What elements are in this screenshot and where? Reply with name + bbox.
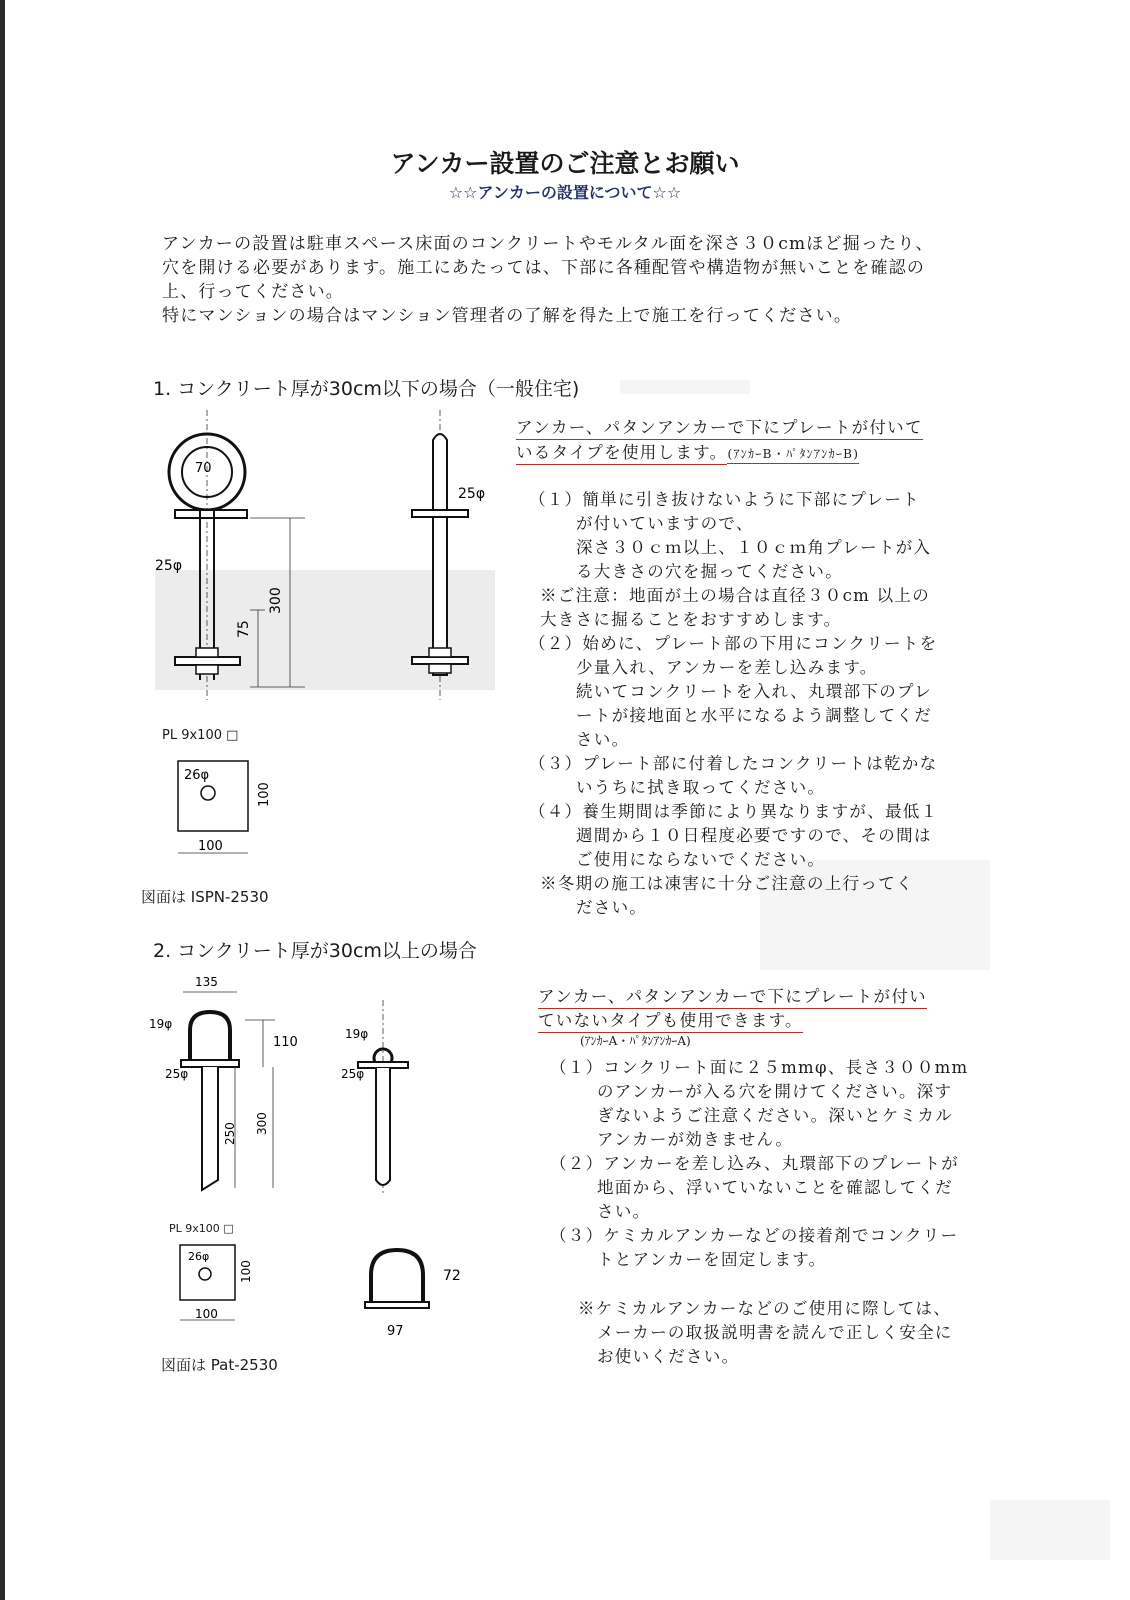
section2-plate-diagram <box>175 1240 461 1340</box>
plate <box>181 1060 239 1067</box>
body-line: 大きさに掘ることをおすすめします。 <box>540 610 842 629</box>
dim-total: 300 <box>255 1112 269 1135</box>
body-line: （２）始めに、プレート部の下用にコンクリートを <box>529 634 938 653</box>
rod <box>202 1067 218 1190</box>
body-line: ※ご注意：地面が土の場合は直径３０cm 以上の <box>540 586 931 605</box>
dim-rod-len: 250 <box>223 1122 237 1145</box>
body-line: （２）アンカーを差し込み、丸環部下のプレートが <box>550 1154 960 1173</box>
body-line: さい。 <box>576 730 630 749</box>
intro-line: アンカーの設置は駐車スペース床面のコンクリートやモルタル面を深さ３０cmほど掘ったり、 <box>162 234 934 254</box>
intro-line: 特にマンションの場合はマンション管理者の了解を得た上で施工を行ってください。 <box>162 306 853 326</box>
dim-hole: 26φ <box>188 1250 210 1263</box>
scan-smudge <box>620 380 750 394</box>
dim-side-rod: 25φ <box>341 1067 365 1081</box>
page-title: アンカー設置のご注意とお願い <box>390 149 740 178</box>
nut <box>196 665 218 674</box>
body-line: 少量入れ、アンカーを差し込みます。 <box>576 658 878 677</box>
dim-plate-w: 100 <box>198 839 223 854</box>
side-top-plate <box>412 510 468 517</box>
body-line: ※ケミカルアンカーなどのご使用に際しては、 <box>578 1299 952 1318</box>
nut <box>429 664 451 673</box>
body-line: いうちに拭き取ってください。 <box>576 778 826 797</box>
body-line: アンカーが効きません。 <box>597 1130 794 1149</box>
dim-side-ring: 19φ <box>345 1027 369 1041</box>
side-rod <box>376 1068 390 1185</box>
body-line: 深さ３０ｃｍ以上、１０ｃｍ角プレートが入 <box>576 538 932 557</box>
dim-side-rod: 25φ <box>458 486 486 502</box>
lead-note: (ｱﾝｶｰA・ﾊﾟﾀﾝｱﾝｶｰA) <box>580 1034 691 1048</box>
dim-plate-h: 100 <box>239 1260 253 1283</box>
dim-ring: 70 <box>195 461 212 476</box>
section2-anchor-diagram <box>145 970 435 1210</box>
lead-line: ていないタイプも使用できます。 <box>538 1007 803 1031</box>
u-ring <box>371 1250 423 1305</box>
ring <box>190 1012 230 1060</box>
drawing-label: 図面は ISPN-2530 <box>141 888 269 906</box>
body-line: 地面から、浮いていないことを確認してくだ <box>597 1178 953 1197</box>
body-line: さい。 <box>597 1202 651 1221</box>
dim-plate-w: 100 <box>195 1307 218 1321</box>
dim-rod: 25φ <box>155 558 183 574</box>
dim-rod: 25φ <box>165 1067 189 1081</box>
body-line: ※冬期の施工は凍害に十分ご注意の上行ってく <box>540 874 914 893</box>
body-line: ださい。 <box>576 898 648 917</box>
body-line: のアンカーが入る穴を開けてください。深す <box>597 1082 953 1101</box>
section1-heading: 1. コンクリート厚が30cm以下の場合（一般住宅) <box>153 378 580 400</box>
plate-label: PL 9x100 □ <box>169 1222 234 1235</box>
dim-hole: 26φ <box>184 768 210 783</box>
body-line: （１）コンクリート面に２５mmφ、長さ３００mm <box>550 1058 969 1077</box>
body-line: ぎないようご注意ください。深いとケミカル <box>597 1106 953 1125</box>
intro-line: 穴を開ける必要があります。施工にあたっては、下部に各種配管や構造物が無いことを確認の <box>162 258 926 278</box>
nut <box>429 648 451 657</box>
body-line: ご使用にならないでください。 <box>576 850 826 869</box>
lead-line: アンカー、パタンアンカーで下にプレートが付いて <box>516 414 923 438</box>
lead-line: いるタイプを使用します。(ｱﾝｶｰB・ﾊﾟﾀﾝｱﾝｶｰB) <box>516 439 859 463</box>
page-subtitle: ☆☆アンカーの設置について☆☆ <box>448 183 682 202</box>
dim-bottom: 75 <box>236 620 252 638</box>
dim-width: 135 <box>195 975 218 989</box>
drawing-label: 図面は Pat-2530 <box>161 1356 278 1374</box>
body-line: る大きさの穴を掘ってください。 <box>576 562 843 581</box>
dim-u-h: 72 <box>443 1268 461 1284</box>
side-plate <box>358 1062 408 1068</box>
dim-height: 300 <box>268 587 284 614</box>
u-plate <box>365 1302 429 1308</box>
body-line: 続いてコンクリートを入れ、丸環部下のプレ <box>576 682 932 701</box>
side-rod <box>433 434 447 675</box>
section1-plate-diagram <box>170 755 280 865</box>
top-plate <box>175 510 247 518</box>
dim-ring: 19φ <box>149 1017 173 1031</box>
bottom-plate <box>175 657 240 665</box>
body-line: 週間から１０日程度必要ですので、その間は <box>576 826 932 845</box>
intro-line: 上、行ってください。 <box>162 282 344 302</box>
body-line: ートが接地面と水平になるよう調整してくだ <box>576 706 932 725</box>
section1-anchor-diagram <box>140 410 510 710</box>
body-line: （３）プレート部に付着したコンクリートは乾かな <box>529 754 938 773</box>
body-line: が付いていますので、 <box>576 514 754 533</box>
body-line: トとアンカーを固定します。 <box>597 1250 827 1269</box>
plate-label: PL 9x100 □ <box>162 728 239 743</box>
body-line: メーカーの取扱説明書を読んで正しく安全に <box>597 1323 953 1342</box>
scan-smudge <box>990 1500 1110 1560</box>
section2-heading: 2. コンクリート厚が30cm以上の場合 <box>153 940 477 962</box>
dim-u-w: 97 <box>387 1324 404 1339</box>
body-line: （４）養生期間は季節により異なりますが、最低１ <box>529 802 939 821</box>
lead-line: アンカー、パタンアンカーで下にプレートが付い <box>538 983 927 1007</box>
side-bottom-plate <box>412 657 468 664</box>
scan-edge <box>0 0 5 1600</box>
dim-plate-h: 100 <box>257 782 272 807</box>
body-line: お使いください。 <box>597 1347 740 1366</box>
dim-ring-h: 110 <box>273 1035 298 1050</box>
body-line: （３）ケミカルアンカーなどの接着剤でコンクリー <box>550 1226 959 1245</box>
body-line: （１）簡単に引き抜けないように下部にプレート <box>529 490 920 509</box>
nut <box>196 648 218 657</box>
